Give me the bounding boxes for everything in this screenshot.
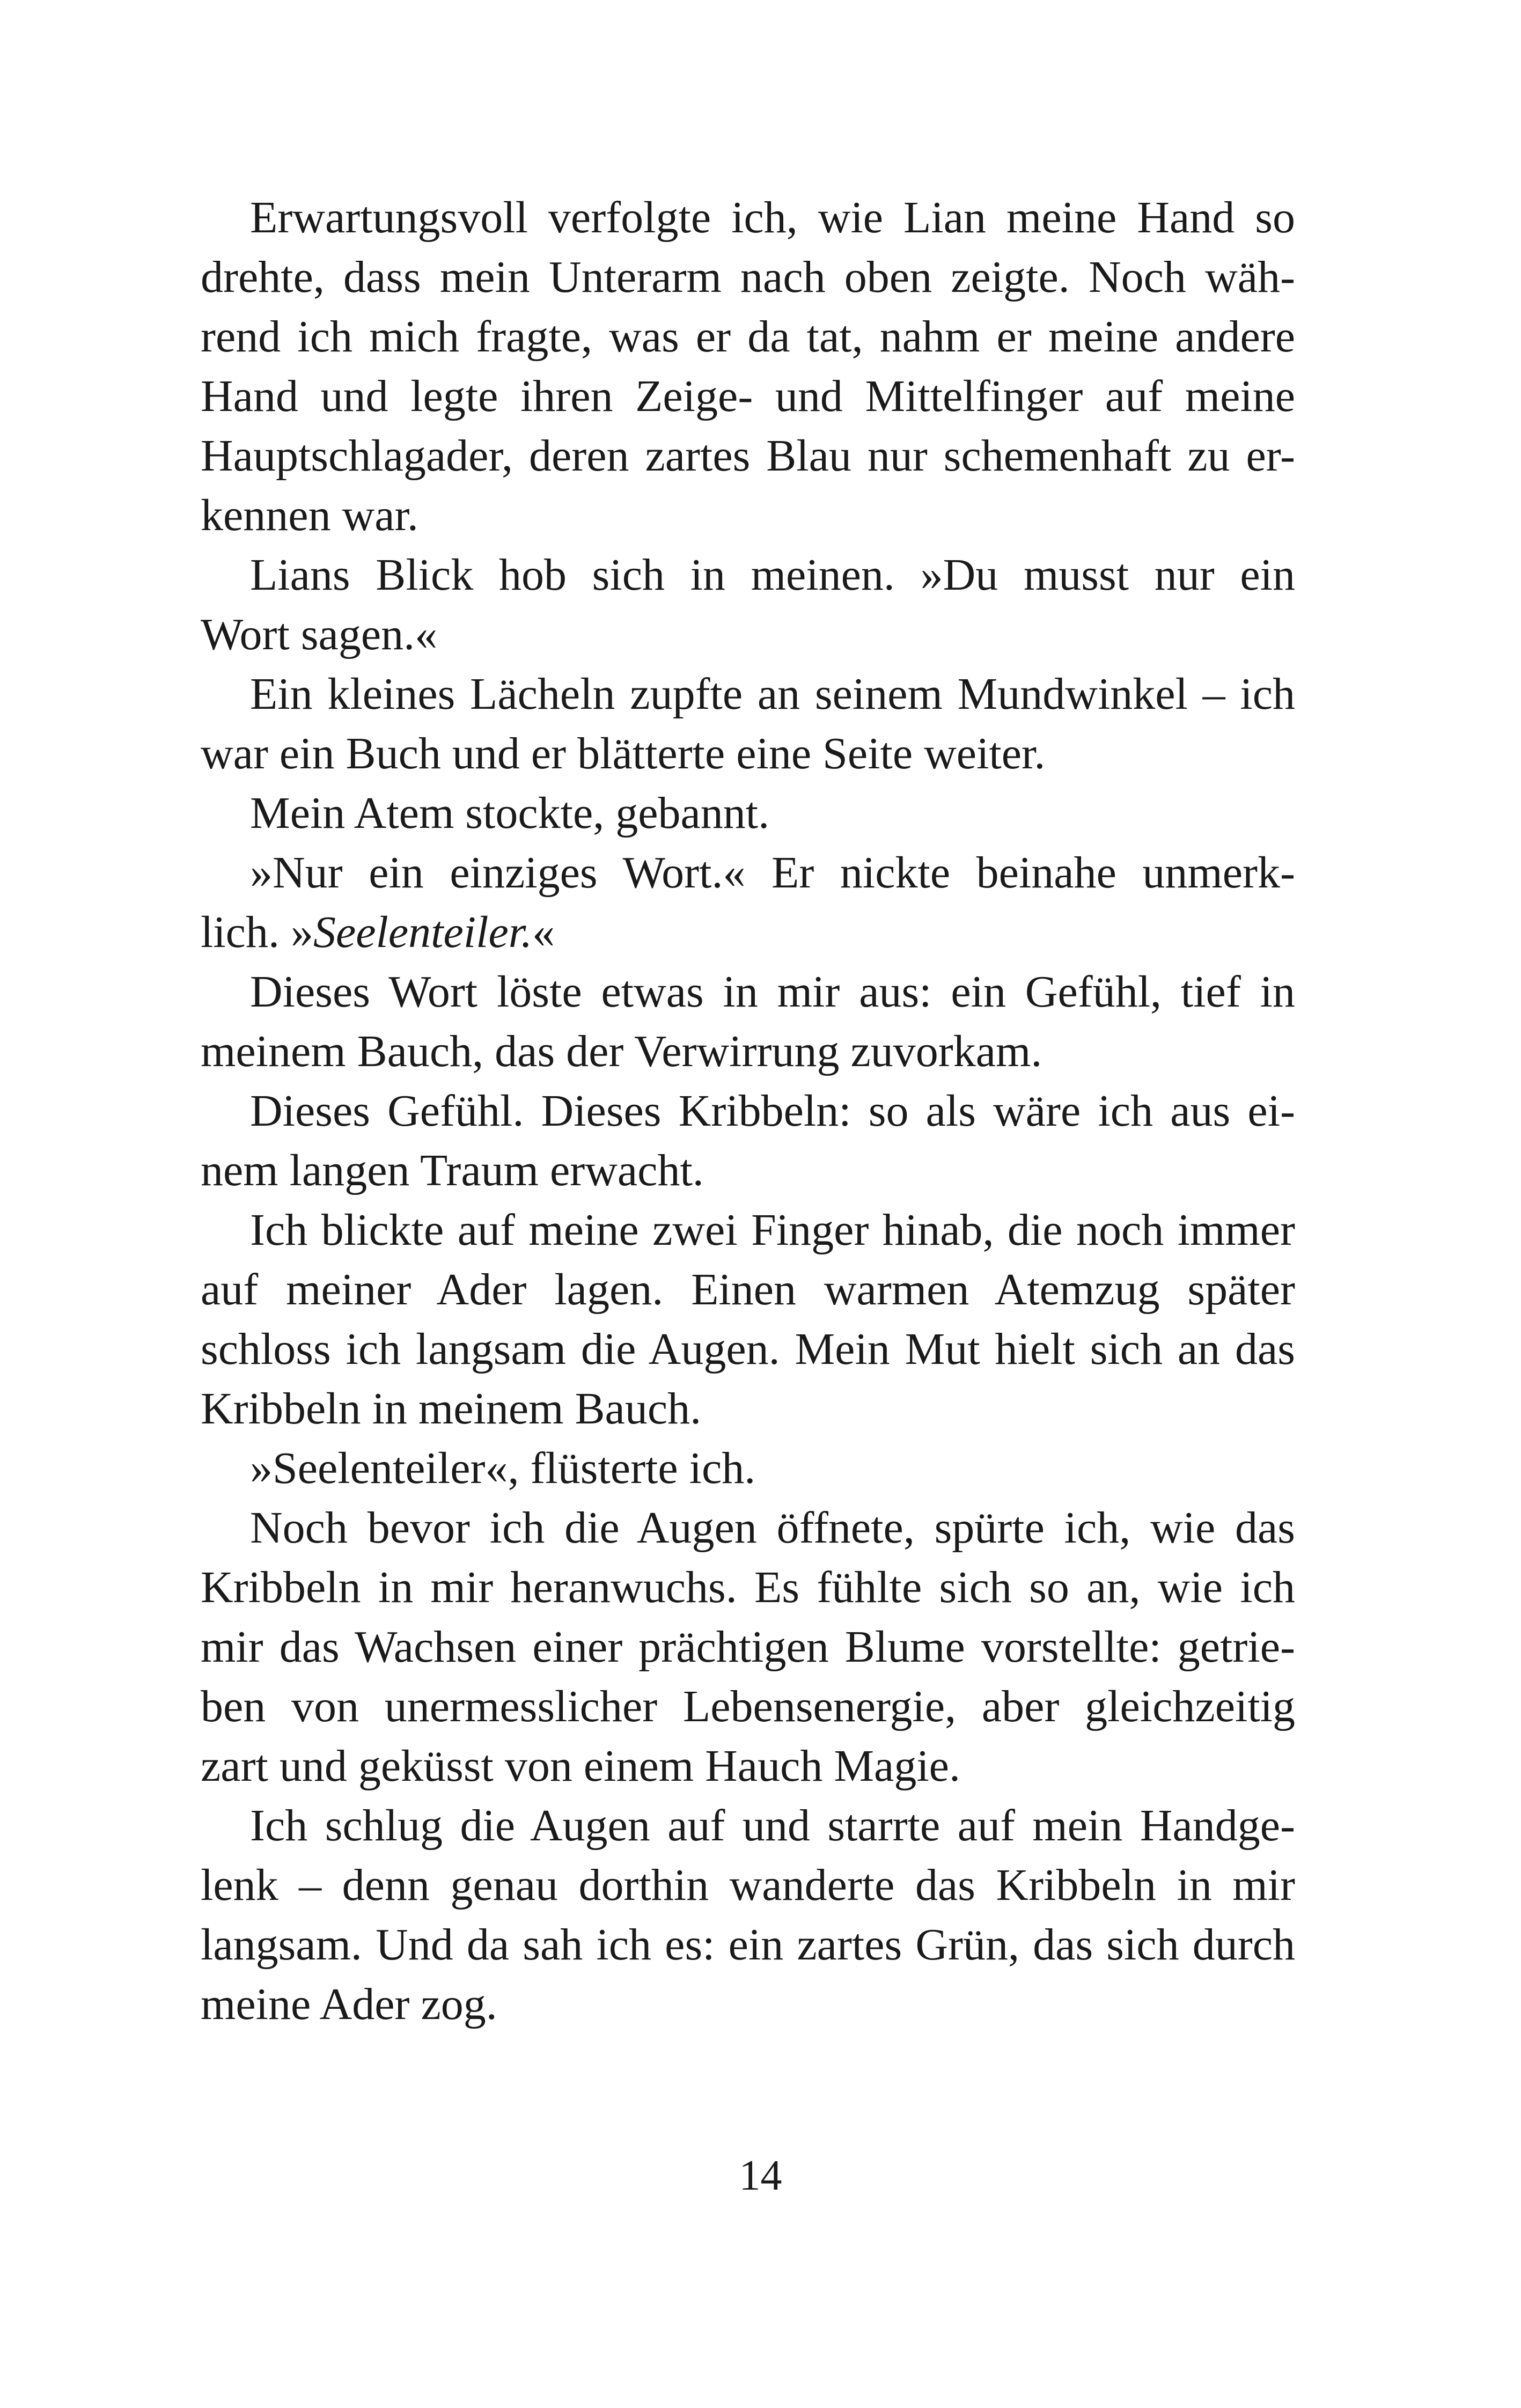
body-text: [201, 188, 1295, 2034]
text-line: [201, 307, 1295, 366]
line-text: Ein kleines Lächeln zupfte an seinem Mundwinkel – ich: [250, 669, 1295, 719]
text-line: [201, 1141, 1295, 1200]
line-text: Lians Blick hob sich in meinen. »Du musst nur ein: [250, 550, 1295, 600]
line-text: Noch bevor ich die Augen öffnete, spürte ich, wie das: [250, 1503, 1295, 1553]
text-line: [201, 902, 1295, 962]
text-line: [201, 1736, 1295, 1796]
line-text: meine Ader zog.: [201, 1979, 497, 2029]
line-text: rend ich mich fragte, was er da tat, nahm er meine andere: [201, 312, 1295, 362]
line-text: ben von unermesslicher Lebensenergie, aber gleichzeitig: [201, 1682, 1295, 1731]
text-line: [201, 1558, 1295, 1617]
text-line: [201, 1200, 1295, 1260]
page-number: 14: [739, 2152, 782, 2199]
text-line: [201, 783, 1295, 843]
line-text: Hauptschlagader, deren zartes Blau nur schemenhaft zu er-: [201, 431, 1295, 481]
text-line: [201, 1796, 1295, 1855]
text-line: [201, 188, 1295, 247]
line-text: Wort sagen.«: [201, 610, 438, 659]
line-text: kennen war.: [201, 490, 418, 540]
text-line: [201, 1022, 1295, 1081]
line-text: Hand und legte ihren Zeige- und Mittelfinger auf meine: [201, 371, 1295, 421]
text-line: [201, 1379, 1295, 1438]
line-text: schloss ich langsam die Augen. Mein Mut hielt sich an das: [201, 1324, 1295, 1374]
text-line: [201, 1498, 1295, 1558]
text-line: [201, 545, 1295, 605]
line-text: meinem Bauch, das der Verwirrung zuvorkam.: [201, 1026, 1042, 1076]
text-line: [201, 1617, 1295, 1677]
text-line: [201, 426, 1295, 486]
text-line: [201, 664, 1295, 724]
text-line: [201, 366, 1295, 426]
line-text: Erwartungsvoll verfolgte ich, wie Lian meine Hand so: [250, 193, 1295, 243]
line-text: drehte, dass mein Unterarm nach oben zeigte. Noch wäh-: [201, 252, 1295, 302]
line-text: lich. »: [201, 907, 313, 957]
line-text: langsam. Und da sah ich es: ein zartes Grün, das sich durch: [201, 1920, 1295, 1970]
text-line: [201, 486, 1295, 545]
line-text: lenk – denn genau dorthin wanderte das Kribbeln in mir: [201, 1860, 1295, 1910]
line-text-after: «: [532, 907, 555, 957]
line-text: Ich schlug die Augen auf und starrte auf mein Handge-: [250, 1801, 1295, 1851]
text-line: [201, 1260, 1295, 1319]
text-line: [201, 843, 1295, 902]
line-text: Dieses Wort löste etwas in mir aus: ein Gefühl, tief in: [250, 967, 1295, 1017]
text-line: [201, 1915, 1295, 1974]
italic-word: Seelenteiler.: [313, 907, 533, 957]
line-text: »Nur ein einziges Wort.« Er nickte beinahe unmerk-: [250, 848, 1295, 898]
line-text: nem langen Traum erwacht.: [201, 1146, 704, 1195]
text-line: [201, 1974, 1295, 2034]
text-line: [201, 1677, 1295, 1736]
text-line: [201, 1855, 1295, 1915]
line-text: auf meiner Ader lagen. Einen warmen Atemzug später: [201, 1265, 1295, 1315]
line-text: Ich blickte auf meine zwei Finger hinab, die noch immer: [250, 1205, 1295, 1255]
line-text: zart und geküsst von einem Hauch Magie.: [201, 1741, 960, 1791]
line-text: Kribbeln in meinem Bauch.: [201, 1384, 702, 1434]
text-line: [201, 1438, 1295, 1498]
line-text: war ein Buch und er blätterte eine Seite weiter.: [201, 729, 1046, 779]
line-text: Mein Atem stockte, gebannt.: [250, 788, 770, 838]
line-text: Kribbeln in mir heranwuchs. Es fühlte sich so an, wie ich: [201, 1562, 1295, 1612]
text-line: [201, 1319, 1295, 1379]
line-text: Dieses Gefühl. Dieses Kribbeln: so als wäre ich aus ei-: [250, 1086, 1295, 1136]
line-text: »Seelenteiler«, flüsterte ich.: [250, 1443, 756, 1493]
text-line: [201, 724, 1295, 783]
text-line: [201, 247, 1295, 307]
text-line: [201, 1081, 1295, 1141]
line-text: mir das Wachsen einer prächtigen Blume vorstellte: getrie-: [201, 1622, 1295, 1672]
text-line: [201, 962, 1295, 1022]
text-line: [201, 605, 1295, 664]
